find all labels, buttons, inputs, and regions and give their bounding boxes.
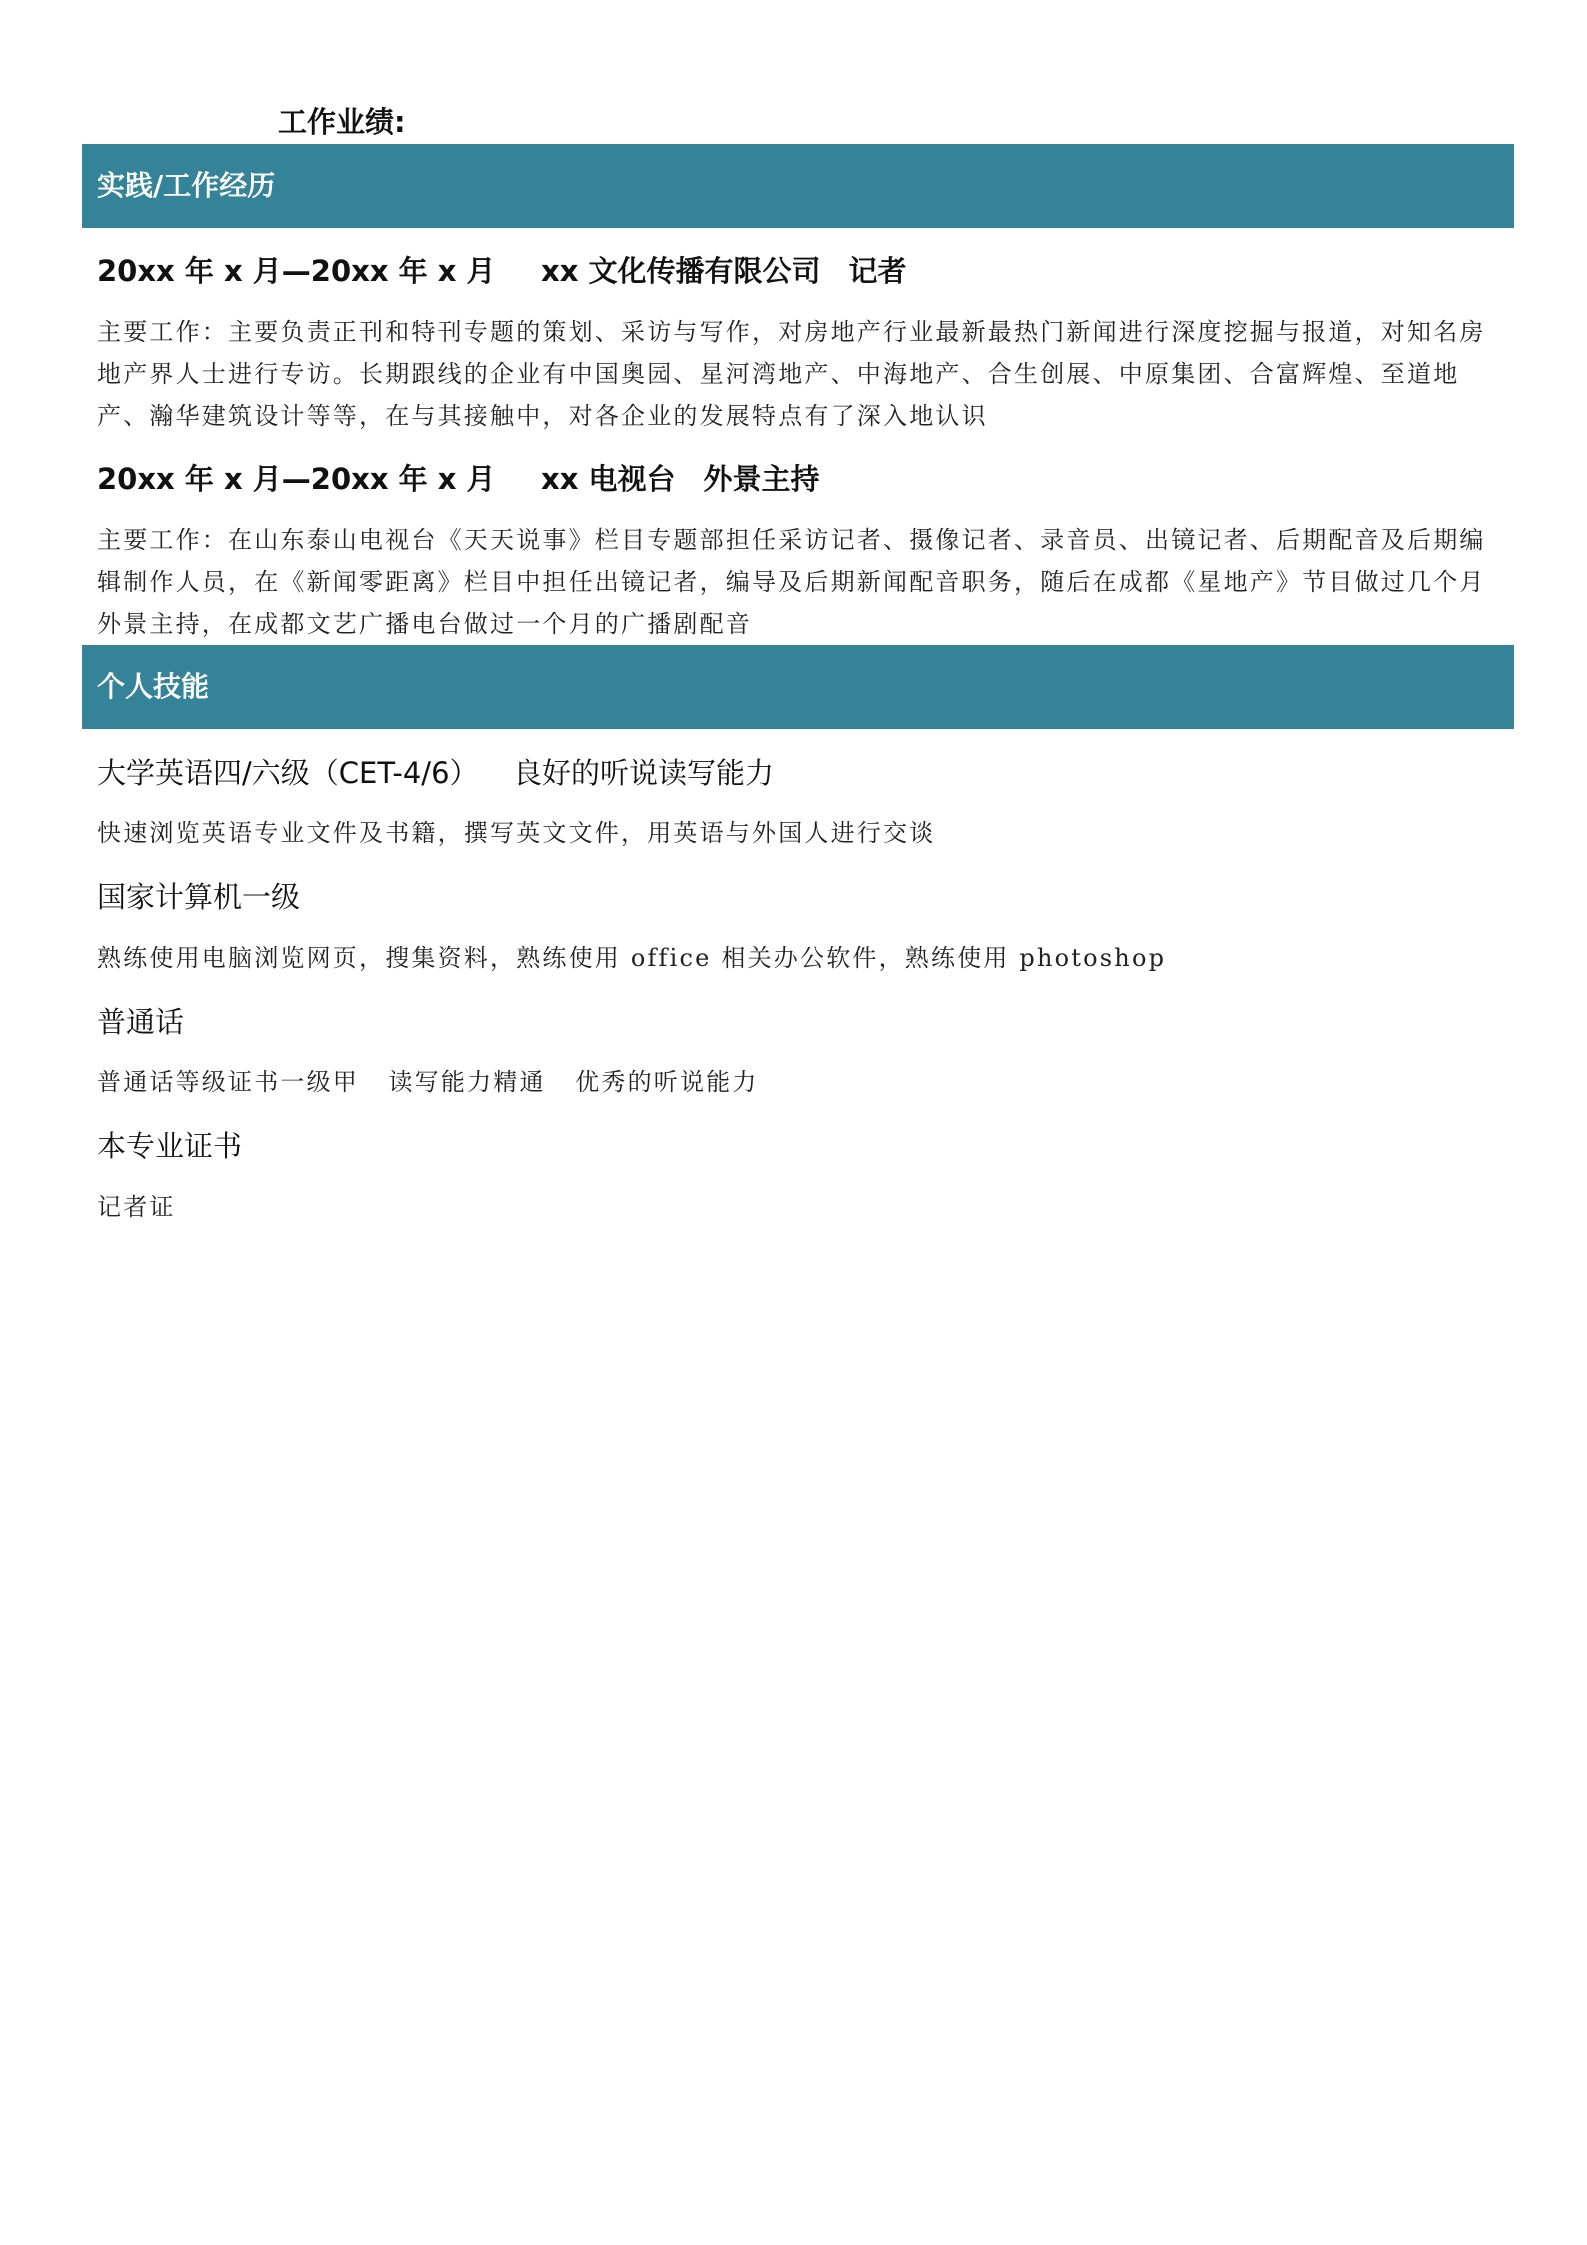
skill-description: 普通话等级证书一级甲 读写能力精通 优秀的听说能力 bbox=[97, 1068, 759, 1096]
skill-description: 快速浏览英语专业文件及书籍，撰写英文文件，用英语与外国人进行交谈 bbox=[97, 819, 936, 847]
skill-heading bbox=[97, 752, 774, 794]
job-heading bbox=[97, 458, 820, 500]
skill-heading bbox=[97, 876, 300, 918]
skill-heading bbox=[97, 1125, 242, 1167]
skill-name: 普通话 bbox=[97, 1005, 185, 1039]
job-company: xx 文化传播有限公司 bbox=[541, 254, 821, 288]
skill-name: 本专业证书 bbox=[97, 1129, 243, 1163]
job-role: 记者 bbox=[848, 254, 907, 288]
job-description: 主要工作：在山东泰山电视台《天天说事》栏目专题部担任采访记者、摄像记者、录音员、出镜记者、后期配音及后期编辑制作人员，在《新闻零距离》栏目中担任出镜记者，编导及后期新闻配音职务，随后在成都《星地产》节目做过几个月外景主持，在成都文艺广播电台做过一个月的广播剧配音 bbox=[97, 526, 1486, 638]
skill-name: 国家计算机一级 bbox=[97, 880, 301, 914]
section-header-skills: 个人技能 bbox=[82, 645, 1514, 729]
skill-name: 大学英语四/六级（CET-4/6） bbox=[97, 756, 479, 790]
job-role: 外景主持 bbox=[703, 462, 820, 496]
skill-level: 良好的听说读写能力 bbox=[513, 756, 775, 790]
job-company: xx 电视台 bbox=[541, 462, 676, 496]
job-date: 20xx 年 x 月—20xx 年 x 月 bbox=[97, 462, 496, 496]
job-date: 20xx 年 x 月—20xx 年 x 月 bbox=[97, 254, 496, 288]
skill-description: 记者证 bbox=[97, 1193, 176, 1221]
job-heading bbox=[97, 250, 907, 292]
job-description: 主要工作：主要负责正刊和特刊专题的策划、采访与写作，对房地产行业最新最热门新闻进行深度挖掘与报道，对知名房地产界人士进行专访。长期跟线的企业有中国奥园、星河湾地产、中海地产、合生创展、中原集团、合富辉煌、至道地产、瀚华建筑设计等等，在与其接触中，对各企业的发展特点有了深入地认识 bbox=[97, 318, 1486, 430]
section-header-experience: 实践/工作经历 bbox=[82, 144, 1514, 228]
work-achievements-label: 工作业绩: bbox=[278, 105, 406, 139]
skill-heading bbox=[97, 1001, 184, 1043]
skill-description: 熟练使用电脑浏览网页，搜集资料，熟练使用 office 相关办公软件，熟练使用 photoshop bbox=[97, 944, 1167, 972]
